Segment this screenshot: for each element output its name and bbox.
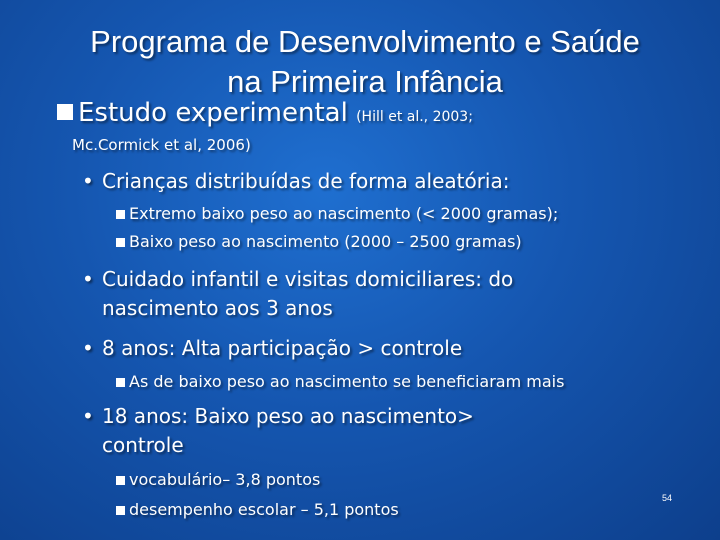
bullet-1 [82,168,509,194]
square-bullet-icon [116,210,125,219]
bullet-4-sub-1-text: vocabulário– 3,8 pontos [129,470,321,489]
heading-item [57,97,473,133]
bullet-1-sub-1-text: Extremo baixo peso ao nascimento (< 2000 gramas); [129,204,559,223]
bullet-1-sub-1 [116,203,558,225]
bullet-4-sub-1 [116,469,320,491]
bullet-dot-icon: • [82,169,94,193]
bullet-4-sub-2-text: desempenho escolar – 5,1 pontos [129,500,399,519]
citation-part-1: (Hill et al., 2003; [356,109,473,125]
bullet-1-text: Crianças distribuídas de forma aleatória: [102,169,510,193]
bullet-3-sub-1-text: As de baixo peso ao nascimento se beneficiaram mais [129,372,565,391]
slide-title [30,22,700,102]
heading-text: Estudo experimental [78,98,348,128]
square-bullet-icon [116,476,125,485]
bullet-dot-icon: • [82,404,94,428]
bullet-2 [82,266,513,292]
square-bullet-icon [116,238,125,247]
square-bullet-icon [57,104,73,120]
bullet-dot-icon: • [82,267,94,291]
bullet-1-sub-2-text: Baixo peso ao nascimento (2000 – 2500 gramas) [129,232,522,251]
bullet-4-text: 18 anos: Baixo peso ao nascimento> [102,404,474,428]
title-line-2: na Primeira Infância [227,64,503,99]
bullet-3-text: 8 anos: Alta participação > controle [102,336,463,360]
bullet-3 [82,335,462,361]
bullet-dot-icon: • [82,336,94,360]
bullet-4-continuation: controle [102,433,184,457]
bullet-1-sub-2 [116,231,522,253]
bullet-3-sub-1 [116,371,564,393]
bullet-2-continuation: nascimento aos 3 anos [102,296,333,320]
square-bullet-icon [116,506,125,515]
bullet-2-text: Cuidado infantil e visitas domiciliares: do [102,267,514,291]
page-number: 54 [662,493,673,503]
square-bullet-icon [116,378,125,387]
citation-part-2: Mc.Cormick et al, 2006) [72,136,251,154]
bullet-4-sub-2 [116,499,399,521]
title-line-1: Programa de Desenvolvimento e Saúde [90,24,640,59]
bullet-4 [82,403,474,429]
